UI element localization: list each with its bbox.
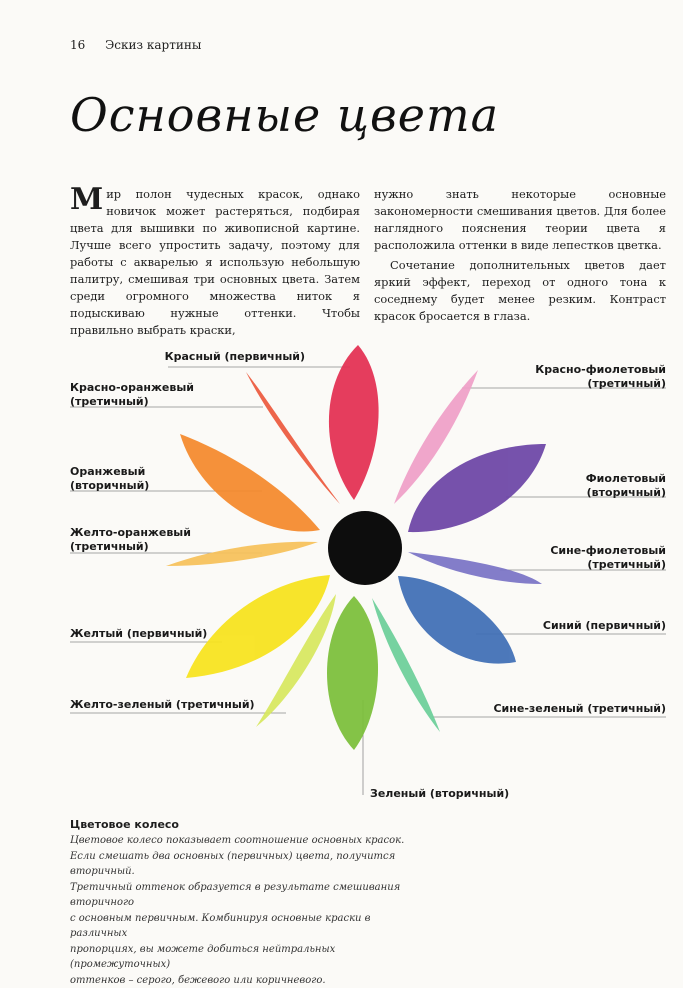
label-red-orange-line1: Красно-оранжевый (70, 381, 194, 395)
drop-cap: М (70, 187, 103, 213)
section-title: Эскиз картины (105, 38, 201, 52)
petal-red (329, 345, 379, 500)
page-title: Основные цвета (70, 88, 499, 142)
label-yellow-orange-line1: Желто-оранжевый (70, 526, 191, 540)
label-red-orange-line2: (третичный) (70, 395, 194, 409)
label-blue-green-line1: Сине-зеленый (третичный) (466, 702, 666, 716)
wheel-center (328, 511, 402, 585)
label-blue-violet-line2: (третичный) (506, 558, 666, 572)
page-number: 16 (70, 38, 85, 52)
label-blue (506, 619, 666, 633)
caption-line: пропорциях, вы можете добиться нейтральных (промежуточных) (70, 942, 430, 973)
label-blue-line1: Синий (первичный) (506, 619, 666, 633)
petal-green (327, 596, 378, 750)
label-yellow (70, 627, 207, 641)
caption-line: оттенков – серого, бежевого или коричневого. (70, 973, 430, 988)
figure-caption (70, 818, 430, 988)
label-orange-line1: Оранжевый (70, 465, 149, 479)
label-red (160, 350, 305, 364)
label-violet (516, 472, 666, 500)
label-violet-line1: Фиолетовый (516, 472, 666, 486)
paragraph-continued: нужно знать некоторые основные закономерности смешивания цветов. Для более наглядного пояснения теории цвета я расположила оттенки в виде лепестков цветка. (374, 186, 666, 254)
caption-line: Третичный оттенок образуется в результате смешивания вторичного (70, 880, 430, 911)
label-blue-violet (506, 544, 666, 572)
label-red-orange (70, 381, 194, 409)
label-yellow-orange-line2: (третичный) (70, 540, 191, 554)
label-red-violet-line1: Красно-фиолетовый (496, 363, 666, 377)
label-red-violet (496, 363, 666, 391)
label-yellow-line1: Желтый (первичный) (70, 627, 207, 641)
label-green (370, 787, 509, 801)
label-blue-green (466, 702, 666, 716)
intro-text: ир полон чудесных красок, однако новичок может растеряться, подбирая цвета для вышивки по живописной картине. Лучше всего упростить задачу, поэтому для работы с акварелью я использую небольшую палитру, смешивая три основных цвета. Затем среди огромного множества ниток я подыскиваю нужные оттенки. Чтобы правильно выбрать краски, (70, 187, 360, 337)
label-blue-violet-line1: Сине-фиолетовый (506, 544, 666, 558)
label-orange-line2: (вторичный) (70, 479, 149, 493)
caption-line: Цветовое колесо показывает соотношение основных красок. (70, 833, 430, 849)
petal-blue (398, 576, 516, 664)
label-yellow-green (70, 698, 255, 712)
caption-line: Если смешать два основных (первичных) цвета, получится вторичный. (70, 849, 430, 880)
label-green-line1: Зеленый (вторичный) (370, 787, 509, 801)
label-red-line1: Красный (первичный) (165, 350, 305, 363)
caption-title: Цветовое колесо (70, 818, 430, 831)
label-violet-line2: (вторичный) (516, 486, 666, 500)
label-yellow-orange (70, 526, 191, 554)
label-red-violet-line2: (третичный) (496, 377, 666, 391)
label-orange (70, 465, 149, 493)
paragraph-contrast: Сочетание дополнительных цветов дает яркий эффект, переход от одного тона к соседнему будет менее резким. Контраст красок бросается в глаза. (374, 257, 666, 325)
caption-line: с основным первичным. Комбинируя основные краски в различных (70, 911, 430, 942)
caption-body (70, 833, 430, 988)
label-yellow-green-line1: Желто-зеленый (третичный) (70, 698, 255, 712)
